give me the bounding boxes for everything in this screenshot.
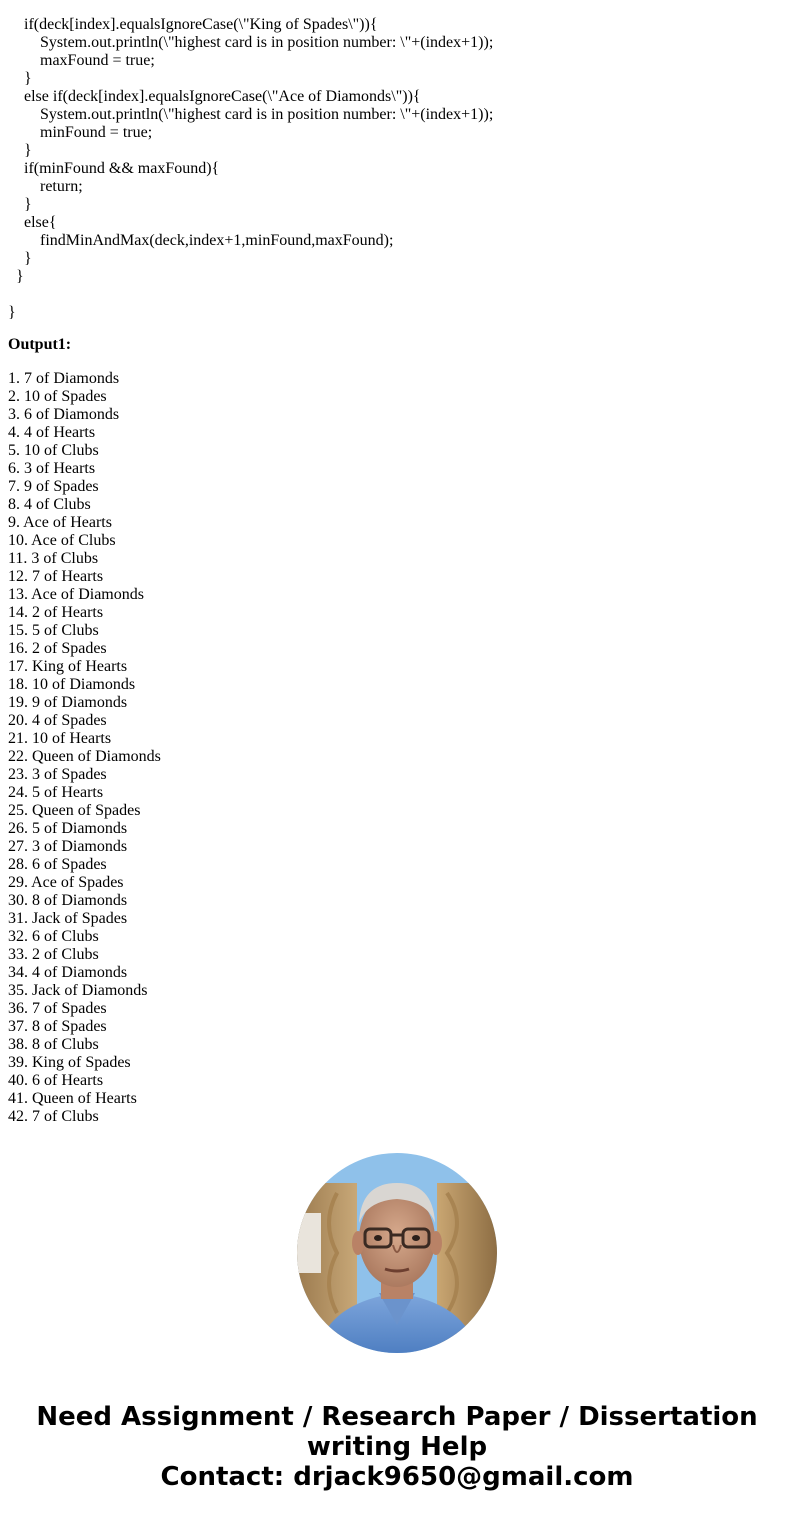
promo-line-1: Need Assignment / Research Paper / Dissertation <box>36 1402 758 1432</box>
output-item: 13. Ace of Diamonds <box>8 586 144 603</box>
code-line: return; <box>8 178 83 195</box>
output-item: 22. Queen of Diamonds <box>8 748 161 765</box>
code-line: else{ <box>8 214 57 231</box>
output-item: 32. 6 of Clubs <box>8 928 99 945</box>
output-item: 38. 8 of Clubs <box>8 1036 99 1053</box>
code-line: System.out.println(\"highest card is in position number: \"+(index+1)); <box>8 34 494 51</box>
output-heading: Output1: <box>8 336 72 353</box>
output-item: 5. 10 of Clubs <box>8 442 99 459</box>
output-item: 2. 10 of Spades <box>8 388 107 405</box>
code-line: if(deck[index].equalsIgnoreCase(\"King of Spades\")){ <box>8 16 378 33</box>
code-line: System.out.println(\"highest card is in position number: \"+(index+1)); <box>8 106 494 123</box>
code-line: } <box>8 304 16 321</box>
output-item: 11. 3 of Clubs <box>8 550 99 567</box>
promo-line-2: writing Help <box>306 1432 488 1462</box>
output-item: 6. 3 of Hearts <box>8 460 96 477</box>
code-line: minFound = true; <box>8 124 153 141</box>
output-item: 14. 2 of Hearts <box>8 604 104 621</box>
output-item: 20. 4 of Spades <box>8 712 107 729</box>
output-item: 10. Ace of Clubs <box>8 532 116 549</box>
output-item: 25. Queen of Spades <box>8 802 141 819</box>
output-item: 4. 4 of Hearts <box>8 424 96 441</box>
output-item: 42. 7 of Clubs <box>8 1108 99 1125</box>
output-item: 7. 9 of Spades <box>8 478 99 495</box>
code-line: findMinAndMax(deck,index+1,minFound,maxFound); <box>8 232 394 249</box>
output-item: 34. 4 of Diamonds <box>8 964 128 981</box>
output-list <box>8 370 161 1126</box>
output-item: 8. 4 of Clubs <box>8 496 91 513</box>
output-item: 31. Jack of Spades <box>8 910 128 927</box>
code-line: } <box>8 70 32 87</box>
output-item: 3. 6 of Diamonds <box>8 406 120 423</box>
output-item: 18. 10 of Diamonds <box>8 676 136 693</box>
output-item: 29. Ace of Spades <box>8 874 124 891</box>
code-line: } <box>8 142 32 159</box>
code-line <box>8 286 788 304</box>
output-item: 35. Jack of Diamonds <box>8 982 148 999</box>
code-line: if(minFound && maxFound){ <box>8 160 220 177</box>
output-item: 17. King of Hearts <box>8 658 128 675</box>
output-item: 41. Queen of Hearts <box>8 1090 137 1107</box>
code-line: } <box>8 250 32 267</box>
output-item: 28. 6 of Spades <box>8 856 107 873</box>
output-item: 15. 5 of Clubs <box>8 622 99 639</box>
promo-line-3: Contact: drjack9650@gmail.com <box>160 1462 634 1492</box>
code-line: else if(deck[index].equalsIgnoreCase(\"Ace of Diamonds\")){ <box>8 88 421 105</box>
output-item: 24. 5 of Hearts <box>8 784 104 801</box>
output-item: 16. 2 of Spades <box>8 640 107 657</box>
output-item: 40. 6 of Hearts <box>8 1072 104 1089</box>
output-item: 37. 8 of Spades <box>8 1018 107 1035</box>
output-item: 26. 5 of Diamonds <box>8 820 128 837</box>
output-item: 23. 3 of Spades <box>8 766 107 783</box>
output-item: 1. 7 of Diamonds <box>8 370 120 387</box>
output-item: 9. Ace of Hearts <box>8 514 112 531</box>
author-avatar <box>297 1153 497 1353</box>
output-item: 12. 7 of Hearts <box>8 568 104 585</box>
output-item: 19. 9 of Diamonds <box>8 694 128 711</box>
output-item: 27. 3 of Diamonds <box>8 838 128 855</box>
output-item: 21. 10 of Hearts <box>8 730 112 747</box>
code-line: } <box>8 268 24 285</box>
output-item: 30. 8 of Diamonds <box>8 892 128 909</box>
output-item: 36. 7 of Spades <box>8 1000 107 1017</box>
output-item: 33. 2 of Clubs <box>8 946 99 963</box>
code-snippet <box>8 16 788 322</box>
author-photo <box>297 1153 497 1353</box>
code-line: } <box>8 196 32 213</box>
promo-banner <box>0 1402 794 1492</box>
code-line: maxFound = true; <box>8 52 155 69</box>
output-item: 39. King of Spades <box>8 1054 131 1071</box>
